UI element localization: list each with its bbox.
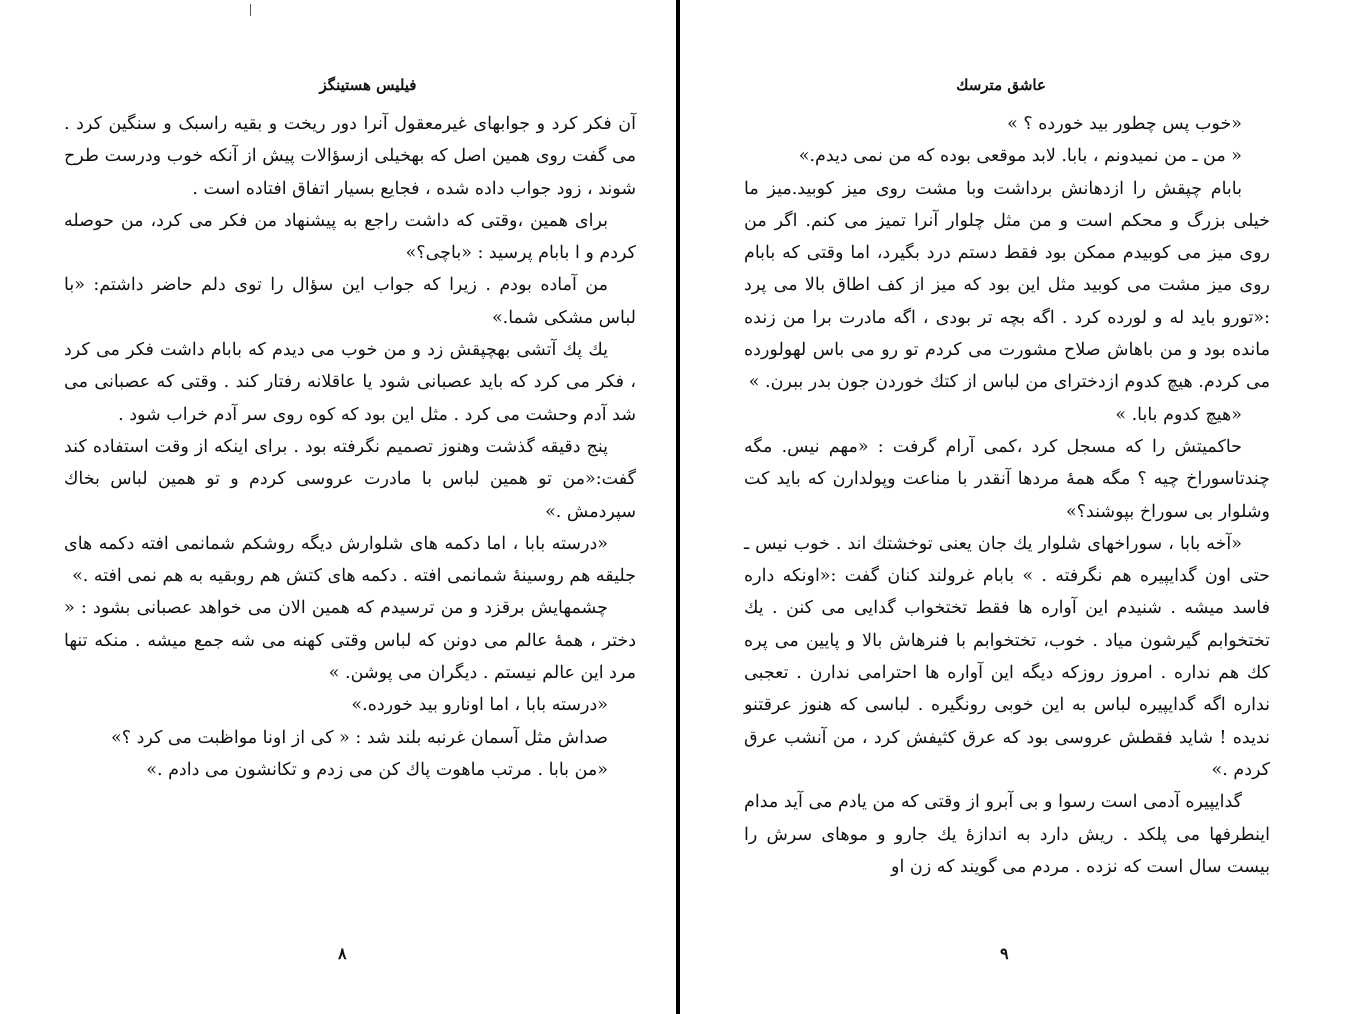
paragraph: بابام چپقش را ازدهانش برداشت وبا مشت روی میز کوبید.میز ما خیلی بزرگ و محکم است و من مثل چلوار آنرا تمیز می کنم. اگر من روی میز می کوبیدم ممکن بود فقط دستم درد بگیرد، اما وقتی که بابام روی میز مشت می کوبید مثل این بود که میز از کف اطاق بالا می پرد :«تورو باید له و لورده کرد . اگه بچه تر بودی ، اگه مادرت برا من زنده مانده بود و من باهاش صلاح مشورت می کردم تو رو می باس لهولورده می کردم. هیچ کدوم ازدخترای من لباس از کتك خوردن جون بدر ببرن. » [744, 178, 1270, 393]
paragraph: «درسته بابا ، اما اونارو بید خورده.» [351, 695, 608, 716]
right-page [680, 0, 1352, 1014]
running-header: عاشق مترسك [956, 76, 1046, 94]
paragraph: من آماده بودم . زیرا که جواب این سؤال را توی دلم حاضر داشتم: «با لباس مشکی شما.» [64, 275, 636, 328]
page-body [64, 108, 636, 786]
paragraph: گدایپیره آدمی است رسوا و بی آبرو از وقتی که من یادم می آید مدام اینطرفها می پلکد . ریش دارد به اندازهٔ یك جارو و موهای سرش را بیست سال است که نزده . مردم می گویند که زن او [744, 792, 1270, 877]
page-number: ۹ [1000, 944, 1009, 963]
page-number: ۸ [338, 944, 347, 963]
paragraph: آن فکر کرد و جوابهای غیرمعقول آنرا دور ریخت و بقیه راسبک و سنگین کرد . می گفت روی همین اصل که بهخیلی ازسؤالات پیش از آنکه خوب ودرست طرح شوند ، زود جواب داده شده ، فجایع بسیار اتفاق افتاده است . [64, 114, 636, 199]
paragraph: پنج دقیقه گذشت وهنوز تصمیم نگرفته بود . برای اینکه از وقت استفاده کند گفت:«من تو همین لباس با مادرت عروسی کردم و تو همین لباس بخاك سپردمش .» [64, 436, 636, 522]
paragraph: «درسته بابا ، اما دکمه های شلوارش دیگه روشکم شمانمی افته دکمه های جلیقه هم روسینهٔ شمانمی افته . دکمه های کتش هم روبقیه به هم نمی افته .» [64, 533, 636, 587]
page-body [744, 108, 1270, 883]
paragraph: حاکمیتش را که مسجل کرد ،کمی آرام گرفت : «مهم نیس. مگه چندتاسوراخ چیه ؟ مگه همهٔ مردها آنقدر با مناعت وپولدارن که باید کت وشلوار بی سوراخ بپوشند؟» [744, 436, 1270, 522]
paragraph: «من بابا . مرتب ماهوت پاك کن می زدم و تکانشون می دادم .» [146, 759, 608, 780]
paragraph: یك پك آتشی بهچپقش زد و من خوب می دیدم که بابام داشت فکر می کرد ، فکر می کرد که باید عصبانی شود یا عاقلانه رفتار کند . وقتی که عصبانی می شد آدم وحشت می کرد . مثل این بود که کوه روی سر آدم خراب شود . [64, 340, 636, 425]
paragraph: «آخه بابا ، سوراخهای شلوار یك جان یعنی توخشتك اند . خوب نیس ـ حتی اون گدایپیره هم نگرفته . » بابام غرولند کنان گفت :«اونکه داره فاسد میشه . شنیدم این آواره ها فقط تختخواب گدایی می کنن . یك تختخوابم گیرشون میاد . خوب، تختخوابم با فنرهاش بالا و پایین می پره کك هم نداره . امروز روزکه دیگه این آواره ها احترامی ندارن . تعجبی نداره اگه گدایپیره لباس به این خوبی رونگیره . لباسی که هنوز عرقتنو ندیده ! شاید فقطش عروسی بود که عرق کثیفش کرد ، من آنشب عرق کردم .» [744, 533, 1270, 780]
paragraph: «خوب پس چطور بید خورده ؟ » [1007, 114, 1242, 134]
paragraph: « من ـ من نمیدونم ، بابا. لابد موقعی بوده که من نمی دیدم.» [798, 146, 1242, 167]
paragraph: «هیچ کدوم بابا. » [1115, 404, 1242, 425]
paragraph: برای همین ،وقتی که داشت راجع به پیشنهاد من فکر می کرد، من حوصله کردم و ا بابام پرسید : «باچی؟» [64, 210, 636, 264]
paragraph: چشمهایش برقزد و من ترسیدم که همین الان می خواهد عصبانی بشود : « دختر ، همهٔ عالم می دونن که لباس وقتی کهنه می شه جمع میشه . منکه تنها مرد این عالم نیستم . دیگران می پوشن. » [64, 598, 636, 684]
paragraph: صداش مثل آسمان غرنبه بلند شد : « کی از اونا مواظبت می کرد ؟» [111, 727, 608, 748]
running-header: فیلیس هستینگز [319, 76, 417, 94]
